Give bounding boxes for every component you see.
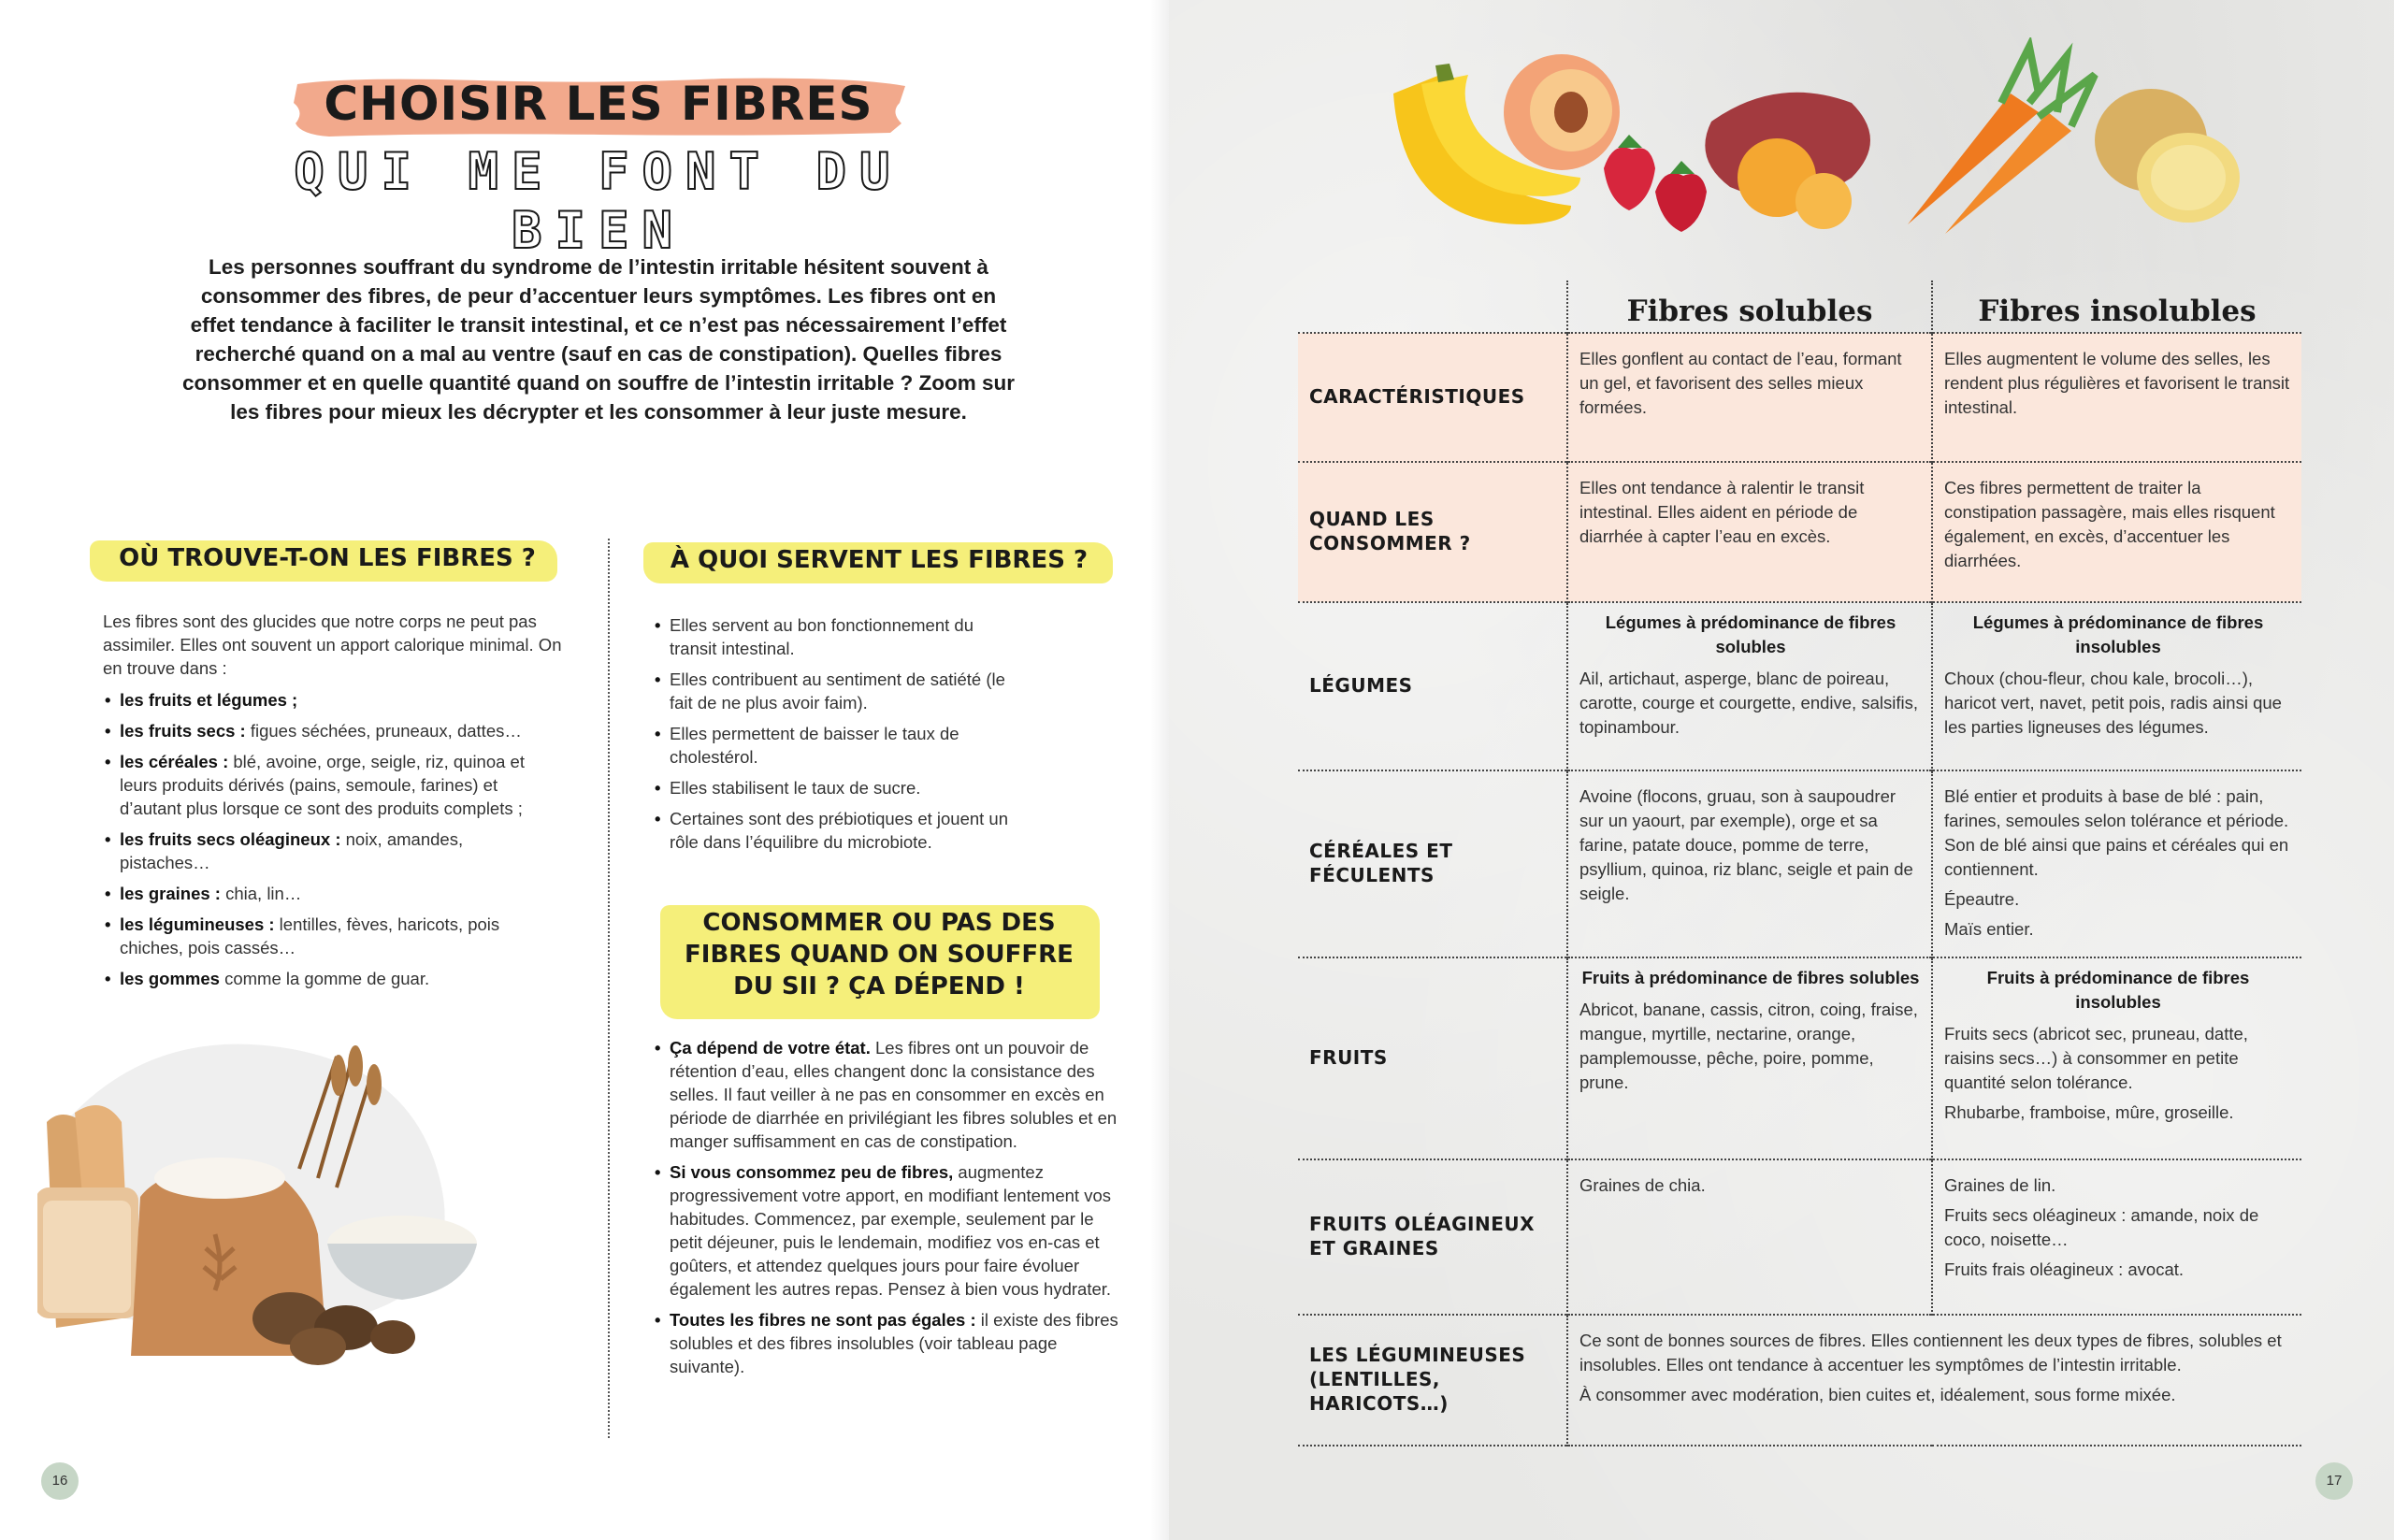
table-row — [1298, 957, 2301, 1159]
item-text: noix, amandes, pistaches… — [120, 829, 464, 872]
cell-text: Ces fibres permettent de traiter la constipation passagère, mais elles risquent également, en excès, d’accentuer les diarrhées. — [1944, 478, 2275, 570]
where-intro: Les fibres sont des glucides que notre corps ne peut pas assimiler. Elles ont souvent un apport calorique minimal. On en trouve dans : — [103, 612, 562, 678]
page-number: 16 — [41, 1462, 79, 1500]
cell-subheading: Fruits à prédominance de fibres insolubles — [1986, 968, 2250, 1012]
row-label: CÉRÉALES ET FÉCULENTS — [1309, 840, 1453, 886]
sources-list — [105, 688, 554, 998]
cell-soluble — [1567, 602, 1932, 770]
item-text: augmentez progressivement votre apport, en modifiant lentement vos habitudes. Commencez, par exemple, seulement par le petit déjeuner, puis le lendemain, modifiez vos en-cas et goûters, et attendez quelques jours pour faire évoluer également les autres repas. Pensez à bien vous hydrater. — [670, 1162, 1112, 1299]
cell-text: Abricot, banane, cassis, citron, coing, fraise, mangue, myrtille, nectarine, orange, pamplemousse, pêche, poire, pomme, prune. — [1579, 1000, 1918, 1092]
cell-text: À consommer avec modération, bien cuites et, idéalement, sous forme mixée. — [1579, 1385, 2176, 1404]
intro-paragraph: Les personnes souffrant du syndrome de l’intestin irritable hésitent souvent à consommer des fibres, de peur d’accentuer leurs symptômes. Les fibres ont en effet tendance à faciliter le transit intestinal, et ce n’est pas nécessairement l’effet recherché quand on a mal au ventre (sauf en cas de constipation). Quelles fibres consommer et en quelle quantité quand on souffre de l’intestin irritable ? Zoom sur les fibres pour mieux les décrypter et les consommer à leur juste mesure. — [181, 255, 1016, 424]
section-heading-purpose: À QUOI SERVENT LES FIBRES ? — [670, 546, 1089, 574]
list-item: • Elles contribuent au sentiment de satiété (le fait de ne plus avoir faim). — [655, 668, 1010, 714]
row-label: LÉGUMES — [1309, 674, 1413, 697]
cell-text: Graines de lin. — [1944, 1175, 2056, 1195]
header-soluble: Fibres solubles — [1567, 281, 1932, 333]
table-row — [1298, 602, 2301, 770]
cell-insoluble — [1932, 333, 2301, 462]
item-text: comme la gomme de guar. — [219, 969, 430, 988]
list-item — [105, 688, 554, 712]
item-bold: les légumineuses : — [120, 914, 275, 934]
item-bold: Toutes les fibres ne sont pas égales : — [670, 1310, 976, 1330]
cell-text: Fruits secs (abricot sec, pruneau, datte, raisins secs…) à consommer en petite quantité selon tolérance. — [1944, 1024, 2248, 1092]
page-number: 17 — [2315, 1462, 2353, 1500]
cell-insoluble — [1932, 1159, 2301, 1315]
cell-text: Fruits frais oléagineux : avocat. — [1944, 1259, 2185, 1279]
table-row — [1298, 333, 2301, 462]
page-title: CHOISIR LES FIBRES — [324, 77, 873, 131]
list-item — [105, 913, 554, 959]
item-bold: les graines : — [120, 884, 221, 903]
list-item: • Elles servent au bon fonctionnement du transit intestinal. — [655, 613, 1010, 660]
list-item: • Elles stabilisent le taux de sucre. — [655, 776, 1010, 799]
item-text: Les fibres ont un pouvoir de rétention d’eau, elles changent donc la consistance des selles. Il faut veiller à ne pas en consommer en excès en période de diarrhée en privilégiant les fibres solubles et en manger suffisamment en cas de constipation. — [670, 1038, 1118, 1151]
section-heading-depends — [655, 907, 1103, 1002]
item-bold: les fruits secs : — [120, 721, 246, 741]
list-item — [105, 882, 554, 905]
list-item: • Elles permettent de baisser le taux de cholestérol. — [655, 722, 1010, 769]
fruit-vegetable-illustration — [1384, 37, 2244, 252]
item-text: chia, lin… — [220, 884, 302, 903]
cell-text: Avoine (flocons, gruau, son à saupoudrer sur un yaourt, par exemple), orge et sa farine, patate douce, pomme de terre, psyllium, quinoa, riz blanc, seigle et pain de seigle. — [1579, 786, 1913, 903]
row-label: FRUITS OLÉAGINEUX ET GRAINES — [1309, 1213, 1536, 1259]
cell-soluble — [1567, 770, 1932, 957]
section-heading-where: OÙ TROUVE-T-ON LES FIBRES ? — [119, 544, 536, 572]
cell-insoluble — [1932, 602, 2301, 770]
item-text: blé, avoine, orge, seigle, riz, quinoa et leurs produits dérivés (pains, semoule, farines) et d’autant plus lorsque ce sont des produits complets ; — [120, 752, 525, 818]
cell-text: Rhubarbe, framboise, mûre, groseille. — [1944, 1102, 2234, 1122]
list-item — [655, 1160, 1122, 1301]
cell-text: Blé entier et produits à base de blé : pain, farines, semoules selon tolérance et période. Son de blé ainsi que pains et céréales qui en contiennent. — [1944, 786, 2289, 879]
cell-soluble — [1567, 462, 1932, 602]
cell-text: Elles gonflent au contact de l’eau, formant un gel, et favorisent des selles mieux formées. — [1579, 349, 1902, 417]
item-text: figues séchées, pruneaux, dattes… — [245, 721, 522, 741]
column-divider — [608, 539, 610, 1438]
left-page — [0, 0, 1169, 1540]
row-label: FRUITS — [1309, 1046, 1388, 1069]
fibres-table — [1298, 281, 2301, 1446]
cell-text: Graines de chia. — [1579, 1175, 1706, 1195]
row-label: LES LÉGUMINEUSES (LENTILLES, HARICOTS…) — [1309, 1344, 1526, 1415]
list-item — [105, 750, 554, 820]
item-bold: les fruits secs oléagineux : — [120, 829, 341, 849]
heading-line: DU SII ? ÇA DÉPEND ! — [733, 972, 1025, 1000]
cell-subheading: Légumes à prédominance de fibres solubles — [1605, 612, 1896, 656]
cell-insoluble — [1932, 957, 2301, 1159]
cell-soluble — [1567, 333, 1932, 462]
item-bold: Ça dépend de votre état. — [670, 1038, 871, 1058]
heading-line: FIBRES QUAND ON SOUFFRE — [685, 941, 1074, 969]
list-item — [655, 1036, 1122, 1153]
table-row — [1298, 1159, 2301, 1315]
list-item — [105, 828, 554, 874]
cell-text: Elles augmentent le volume des selles, les rendent plus régulières et favorisent le transit intestinal. — [1944, 349, 2290, 417]
cell-text: Elles ont tendance à ralentir le transit intestinal. Elles aident en période de diarrhée à capter l’eau en excès. — [1579, 478, 1865, 546]
row-label: QUAND LES CONSOMMER ? — [1298, 462, 1567, 602]
table-header-row — [1298, 281, 2301, 333]
cell-text: Épeautre. — [1944, 889, 2020, 909]
list-item: • Certaines sont des prébiotiques et jouent un rôle dans l’équilibre du microbiote. — [655, 807, 1010, 854]
cell-subheading: Légumes à prédominance de fibres insolubles — [1972, 612, 2264, 656]
cell-soluble — [1567, 1159, 1932, 1315]
cell-text: Choux (chou-fleur, chou kale, brocoli…), haricot vert, navet, petit pois, radis ainsi que les parties ligneuses des légumes. — [1944, 669, 2282, 737]
page-subtitle: QUI ME FONT DU BIEN — [294, 142, 903, 260]
cell-merged — [1567, 1315, 2301, 1446]
item-bold: les gommes — [120, 969, 220, 988]
item-bold: Si vous consommez peu de fibres, — [670, 1162, 954, 1182]
list-item — [655, 1308, 1122, 1378]
table-row — [1298, 1315, 2301, 1446]
purpose-list — [655, 613, 1010, 861]
cell-soluble — [1567, 957, 1932, 1159]
header-insoluble: Fibres insolubles — [1932, 281, 2301, 333]
cell-text: Ce sont de bonnes sources de fibres. Elles contiennent les deux types de fibres, solubles et insolubles. Elles ont tendance à accentuer les symptômes de l’intestin irritable. — [1579, 1331, 2282, 1374]
item-text: il existe des fibres solubles et des fibres insolubles (voir tableau page suivante). — [670, 1310, 1118, 1376]
cell-text: Fruits secs oléagineux : amande, noix de coco, noisette… — [1944, 1205, 2259, 1249]
table-row — [1298, 462, 2301, 602]
list-item — [105, 967, 554, 990]
header-empty — [1298, 281, 1567, 333]
list-item — [105, 719, 554, 742]
heading-line: CONSOMMER OU PAS DES — [702, 909, 1056, 937]
cell-text: Ail, artichaut, asperge, blanc de poireau, carotte, courge et courgette, endive, salsifis, topinambour. — [1579, 669, 1918, 737]
item-bold: les fruits et légumes ; — [120, 690, 298, 710]
bread-illustration — [37, 1010, 486, 1365]
item-text: lentilles, fèves, haricots, pois chiches, pois cassés… — [120, 914, 500, 957]
cell-subheading: Fruits à prédominance de fibres solubles — [1581, 968, 1920, 987]
cell-insoluble — [1932, 770, 2301, 957]
table-row — [1298, 770, 2301, 957]
cell-text: Maïs entier. — [1944, 919, 2034, 939]
advice-list — [655, 1036, 1122, 1386]
cell-insoluble — [1932, 462, 2301, 602]
row-label: CARACTÉRISTIQUES — [1298, 333, 1567, 462]
item-bold: les céréales : — [120, 752, 229, 771]
